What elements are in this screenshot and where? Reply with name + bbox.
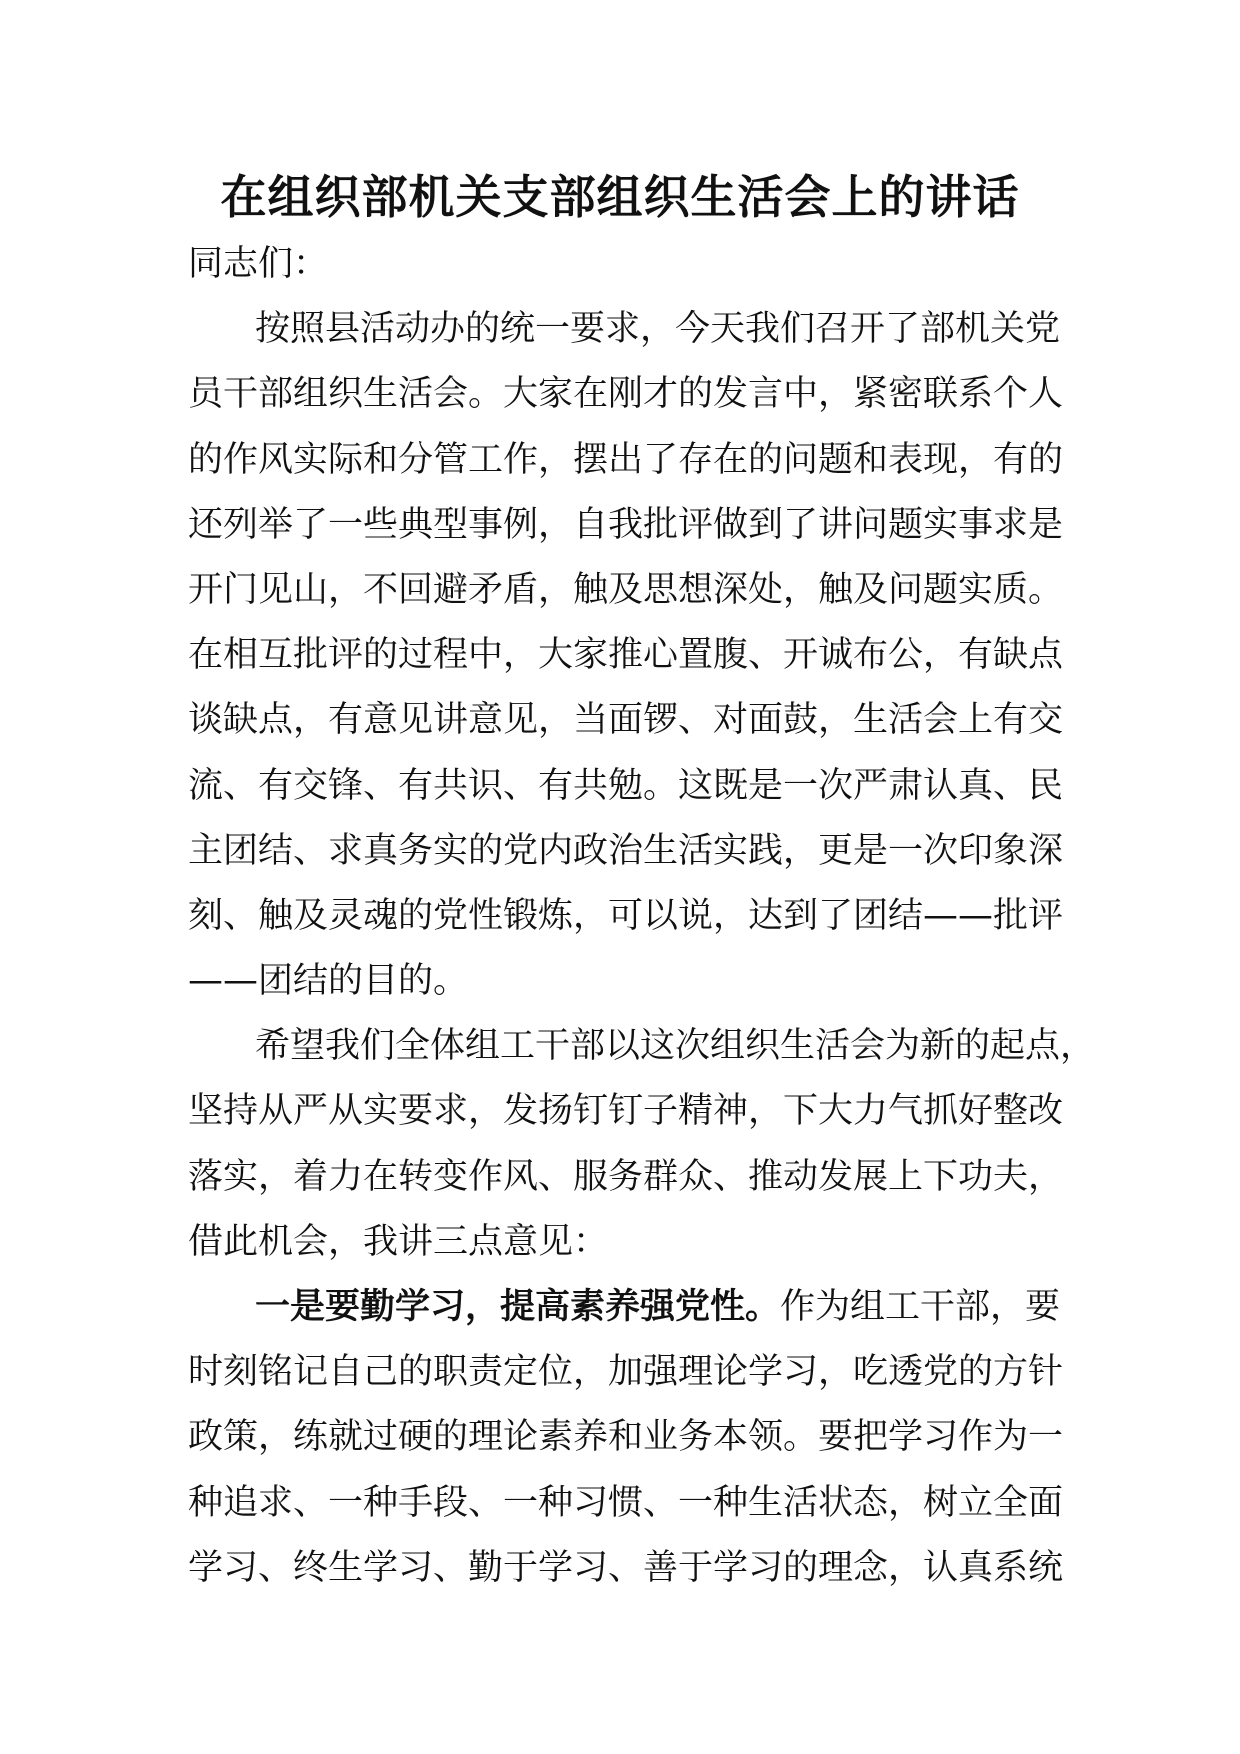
- point-heading: 一是要勤学习，提高素养强党性。: [255, 1287, 781, 1327]
- text-line: 种追求、一种手段、一种习惯、一种生活状态，树立全面: [188, 1482, 1064, 1523]
- text-line: 学习、终生学习、勤于学习、善于学习的理念，认真系统: [188, 1547, 1064, 1588]
- text-line: 时刻铭记自己的职责定位，加强理论学习，吃透党的方针: [188, 1352, 1064, 1393]
- text-line: 流、有交锋、有共识、有共勉。这既是一次严肃认真、民: [188, 765, 1064, 806]
- text-line: 刻、触及灵魂的党性锻炼，可以说，达到了团结——批评: [188, 895, 1064, 936]
- paragraph-2: [188, 1014, 1148, 1275]
- text-line: 借此机会，我讲三点意见：: [188, 1221, 609, 1262]
- paragraph-3: [188, 1275, 1148, 1601]
- salutation: 同志们：: [188, 244, 329, 284]
- text-line: 主团结、求真务实的党内政治生活实践，更是一次印象深: [188, 830, 1064, 871]
- text-line: 坚持从严从实要求，发扬钉钉子精神，下大力气抓好整改: [188, 1091, 1064, 1132]
- document-title: 在组织部机关支部组织生活会上的讲话: [220, 170, 1020, 224]
- text-line: 的作风实际和分管工作，摆出了存在的问题和表现，有的: [188, 439, 1064, 480]
- document-body: [188, 232, 1148, 1601]
- text-line: [188, 1275, 1148, 1340]
- text-line: 员干部组织生活会。大家在刚才的发言中，紧密联系个人: [188, 374, 1064, 415]
- point-text: 作为组工干部，要: [780, 1287, 1061, 1327]
- text-line: 在相互批评的过程中，大家推心置腹、开诚布公，有缺点: [188, 635, 1064, 676]
- text-line: 谈缺点，有意见讲意见，当面锣、对面鼓，生活会上有交: [188, 700, 1064, 741]
- text-line: 还列举了一些典型事例，自我批评做到了讲问题实事求是: [188, 504, 1064, 545]
- text-line: 开门见山，不回避矛盾，触及思想深处，触及问题实质。: [188, 569, 1064, 610]
- text-line: 落实，着力在转变作风、服务群众、推动发展上下功夫，: [188, 1156, 1064, 1197]
- paragraph-1: [188, 297, 1148, 1014]
- text-line: 希望我们全体组工干部以这次组织生活会为新的起点，: [255, 1026, 1096, 1067]
- text-line: ——团结的目的。: [188, 961, 469, 1002]
- text-line: 按照县活动办的统一要求，今天我们召开了部机关党: [255, 309, 1061, 350]
- text-line: 政策，练就过硬的理论素养和业务本领。要把学习作为一: [188, 1417, 1064, 1458]
